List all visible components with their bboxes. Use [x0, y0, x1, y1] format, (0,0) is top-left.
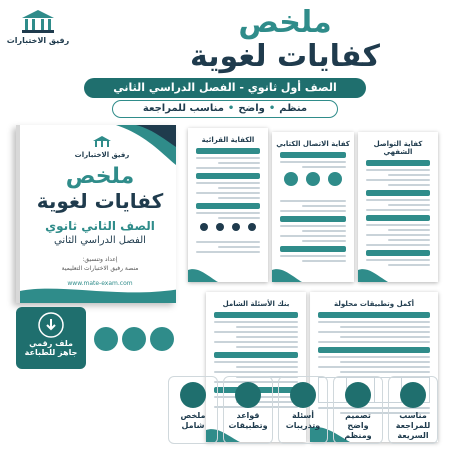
book-cover	[16, 125, 176, 303]
page-corner-wave	[272, 266, 302, 282]
cover-wave-bottom	[20, 283, 176, 303]
book-icon	[122, 327, 146, 351]
cover-title1: ملخص	[65, 164, 135, 189]
pillar-icon	[20, 8, 56, 34]
page-title: الكفاية القرائية	[201, 136, 255, 144]
compass-icon	[345, 382, 371, 408]
digital-line1: ملف رقمي	[29, 339, 73, 348]
page-preview-writing	[272, 132, 354, 282]
page-title: أكمل وتطبيقات محلولة	[334, 300, 414, 308]
cover-term: الفصل الدراسي الثاني	[54, 235, 146, 246]
tags-pill: منظم•واضح•مناسب للمراجعة	[112, 100, 338, 118]
cover-brand	[62, 135, 142, 159]
page-corner-wave	[188, 266, 218, 282]
cloud-download-icon	[38, 312, 64, 338]
feature-quick-review	[388, 376, 438, 444]
page-preview-reading	[188, 128, 268, 282]
chat-icon	[150, 327, 174, 351]
grade-banner: الصف أول ثانوي - الفصل الدراسي الثاني	[84, 78, 366, 98]
feature-label: تصميم واضح ومنظم	[344, 411, 372, 440]
tag-clear: واضح	[238, 103, 265, 114]
clock-icon	[400, 382, 426, 408]
page-preview-oral	[358, 132, 438, 282]
feature-clear-design	[333, 376, 383, 444]
cover-prepared-by: منصة رفيق الاختبارات التعليمية	[61, 265, 139, 272]
digital-line2: جاهز للطباعة	[24, 348, 78, 357]
brand-name: رفيق الاختبارات	[6, 36, 70, 45]
brand-logo	[6, 8, 70, 54]
tag-review: مناسب للمراجعة	[142, 103, 224, 114]
feature-label: قواعد وتطبيقات	[228, 411, 268, 430]
cover-icons	[90, 323, 180, 355]
cover-brand-text: رفيق الاختبارات	[74, 151, 130, 159]
tag-organized: منظم	[279, 103, 308, 114]
feature-label: مناسب للمراجعة السريعة	[395, 411, 431, 440]
feature-summary	[168, 376, 218, 444]
pen-icon	[94, 327, 118, 351]
target-icon	[290, 382, 316, 408]
page-title-line1: ملخص	[238, 5, 332, 40]
gear-icon	[235, 382, 261, 408]
feature-rules	[223, 376, 273, 444]
feature-label: أسئلة وتدريبات	[285, 411, 321, 430]
cover-title2: كفايات لغوية	[36, 189, 164, 213]
page-title-line2: كفايات لغوية	[190, 39, 380, 74]
feature-label: ملخص شامل	[180, 411, 206, 430]
page-corner-wave	[358, 266, 388, 282]
page-title: كفاية التواصل الشفهي	[373, 140, 423, 156]
page-title: كفاية الاتصال الكتابي	[276, 140, 350, 148]
book-icon	[180, 382, 206, 408]
cover-url: www.mate-exam.com	[67, 280, 133, 287]
pillar-icon	[92, 135, 112, 149]
feature-questions	[278, 376, 328, 444]
page-title: بنك الأسئلة الشامل	[222, 300, 290, 308]
digital-file-badge	[16, 307, 86, 369]
cover-prepared-label: إعداد وتنسيق:	[82, 256, 118, 263]
cover-prepared	[20, 255, 176, 273]
cover-grade: الصف الثاني ثانوي	[45, 219, 155, 233]
